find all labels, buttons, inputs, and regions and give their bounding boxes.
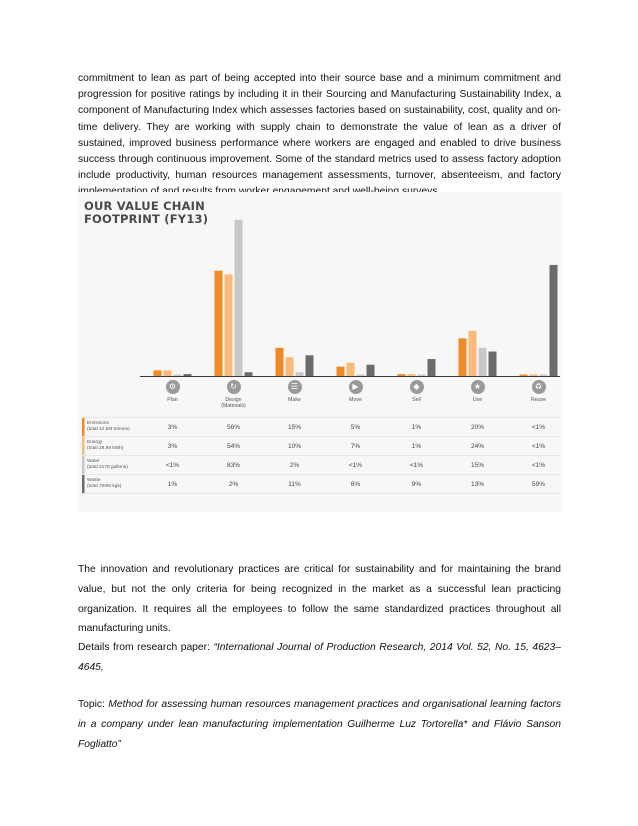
move-icon: ▶: [349, 380, 363, 394]
bar-energy-0: [164, 370, 172, 376]
cell-energy-5: 24%: [470, 442, 484, 450]
reuse-icon: ♻: [532, 380, 546, 394]
cell-water-3: <1%: [348, 461, 363, 469]
bar-waste-2: [306, 355, 314, 376]
bar-waste-5: [489, 352, 497, 376]
row-metric-name: Emissions: [87, 421, 109, 426]
chart-title: [84, 200, 208, 226]
cell-energy-0: 3%: [167, 442, 178, 450]
cell-water-4: <1%: [409, 461, 424, 469]
category-label-line: Sell: [412, 397, 421, 403]
bar-emissions-2: [276, 348, 284, 376]
use-icon: ★: [471, 380, 485, 394]
category-label-3: [330, 397, 382, 403]
cell-emissions-4: 1%: [411, 423, 422, 431]
bar-emissions-1: [215, 271, 223, 376]
bar-energy-2: [286, 357, 294, 376]
bar-water-2: [296, 372, 304, 376]
bar-energy-4: [408, 374, 416, 376]
row-metric-total: (total 28.98 kWh): [87, 445, 124, 451]
category-label-line: Make: [288, 397, 301, 403]
category-label-6: [513, 397, 565, 403]
row-metric-total: (total 2178 gallons): [87, 464, 128, 470]
cell-water-6: <1%: [531, 461, 546, 469]
category-label-line: Reuse: [531, 397, 546, 403]
cell-waste-6: 59%: [531, 480, 545, 488]
bar-waste-1: [245, 372, 253, 376]
cell-emissions-3: 5%: [350, 423, 361, 431]
bar-water-0: [174, 375, 182, 377]
cell-emissions-2: 15%: [287, 423, 301, 431]
row-metric-total: (total 700M kgs): [87, 483, 122, 489]
category-label-2: [269, 397, 321, 403]
category-label-line: (Materials): [221, 403, 246, 409]
row-metric-name: Energy: [87, 440, 103, 445]
plan-icon: ⚙: [166, 380, 180, 394]
bar-energy-3: [347, 363, 355, 376]
make-icon: ☰: [288, 380, 302, 394]
cell-water-0: <1%: [165, 461, 180, 469]
bar-emissions-4: [398, 374, 406, 376]
details-prefix: Details from research paper:: [78, 642, 214, 653]
cell-emissions-5: 20%: [470, 423, 484, 431]
bar-water-3: [357, 375, 365, 377]
cell-water-2: 2%: [289, 461, 300, 469]
bar-emissions-3: [337, 367, 345, 376]
bar-water-6: [540, 375, 548, 377]
row-metric-name: Waste: [87, 478, 101, 483]
category-label-line: Design: [225, 397, 242, 403]
chart-title-line-1: OUR VALUE CHAIN: [84, 199, 205, 213]
paragraph-innovation: The innovation and revolutionary practices are critical for sustainability and for maintaining the brand value, but not the only criteria for being recognized in the market as a successful lean practicing organization. It requires all the employees to follow the same standardized practices throughout all manufacturing units.: [78, 564, 561, 635]
paragraph-intro: commitment to lean as part of being accepted into their source base and a minimum commitment and progression for positive ratings by including it in their Sourcing and Manufacturing Sustainability Index, a component of Manufacturing Index which assesses factories based on sustainability, cost, quality and on-time delivery. They are working with supply chain to demonstrate the value of lean as a driver of sustained, improved business performance where workers are engaged and enabled to drive business success through continuous improvement. Some of the standard metrics used to assess factory adoption include productivity, human resources management assessments, turnover, absenteeism, and factory: [78, 73, 561, 182]
bar-energy-6: [530, 375, 538, 377]
bar-energy-5: [469, 331, 477, 376]
cell-waste-5: 13%: [470, 480, 484, 488]
bar-emissions-0: [154, 370, 162, 376]
value-chain-figure: [78, 192, 562, 512]
chart-title-line-2: FOOTPRINT (FY13): [84, 212, 209, 226]
cell-energy-2: 10%: [287, 442, 301, 450]
category-label-line: Use: [472, 397, 483, 403]
cell-energy-4: 1%: [411, 442, 422, 450]
category-label-1: [208, 397, 260, 409]
cell-emissions-6: <1%: [531, 423, 546, 431]
details-citation: “International Journal of Production Research, 2014 Vol. 52, No. 15, 4623–4645,: [78, 642, 561, 673]
category-label-4: [391, 397, 443, 403]
bar-emissions-5: [459, 338, 467, 376]
design-icon: ↻: [227, 380, 241, 394]
sell-icon: ◆: [410, 380, 424, 394]
bar-waste-3: [367, 365, 375, 376]
bar-water-1: [235, 220, 243, 376]
bar-emissions-6: [520, 375, 528, 377]
cell-waste-1: 2%: [228, 480, 239, 488]
paragraph-topic: [78, 695, 561, 754]
cell-waste-2: 11%: [288, 480, 301, 488]
bar-waste-0: [184, 374, 192, 376]
bar-waste-4: [428, 359, 436, 376]
bar-water-4: [418, 375, 426, 377]
cell-waste-4: 9%: [411, 480, 422, 488]
category-label-line: Move: [349, 397, 362, 403]
cell-emissions-1: 56%: [226, 423, 240, 431]
topic-prefix: Topic:: [78, 699, 109, 710]
cell-energy-6: <1%: [531, 442, 546, 450]
cell-energy-1: 54%: [226, 442, 240, 450]
cell-water-5: 15%: [470, 461, 484, 469]
category-label-0: [147, 397, 199, 403]
topic-title: Method for assessing human resources management practices and organisational learning factors in a company under lean manufacturing implementation Guilherme Luz Tortorella* and Flávio Sanson Fogliatto”: [78, 699, 561, 750]
category-label-5: [452, 397, 504, 403]
cell-waste-3: 6%: [350, 480, 361, 488]
cell-emissions-0: 3%: [167, 423, 178, 431]
row-metric-total: (total 12.5M tonnes): [87, 426, 130, 432]
cell-water-1: 83%: [226, 461, 240, 469]
cell-energy-3: 7%: [350, 442, 361, 450]
bar-waste-6: [550, 265, 558, 376]
row-metric-name: Water: [87, 459, 100, 464]
bar-energy-1: [225, 274, 233, 376]
paragraph-details: [78, 638, 561, 678]
cell-waste-0: 1%: [167, 480, 178, 488]
category-label-line: Plan: [167, 397, 178, 403]
bar-water-5: [479, 348, 487, 376]
